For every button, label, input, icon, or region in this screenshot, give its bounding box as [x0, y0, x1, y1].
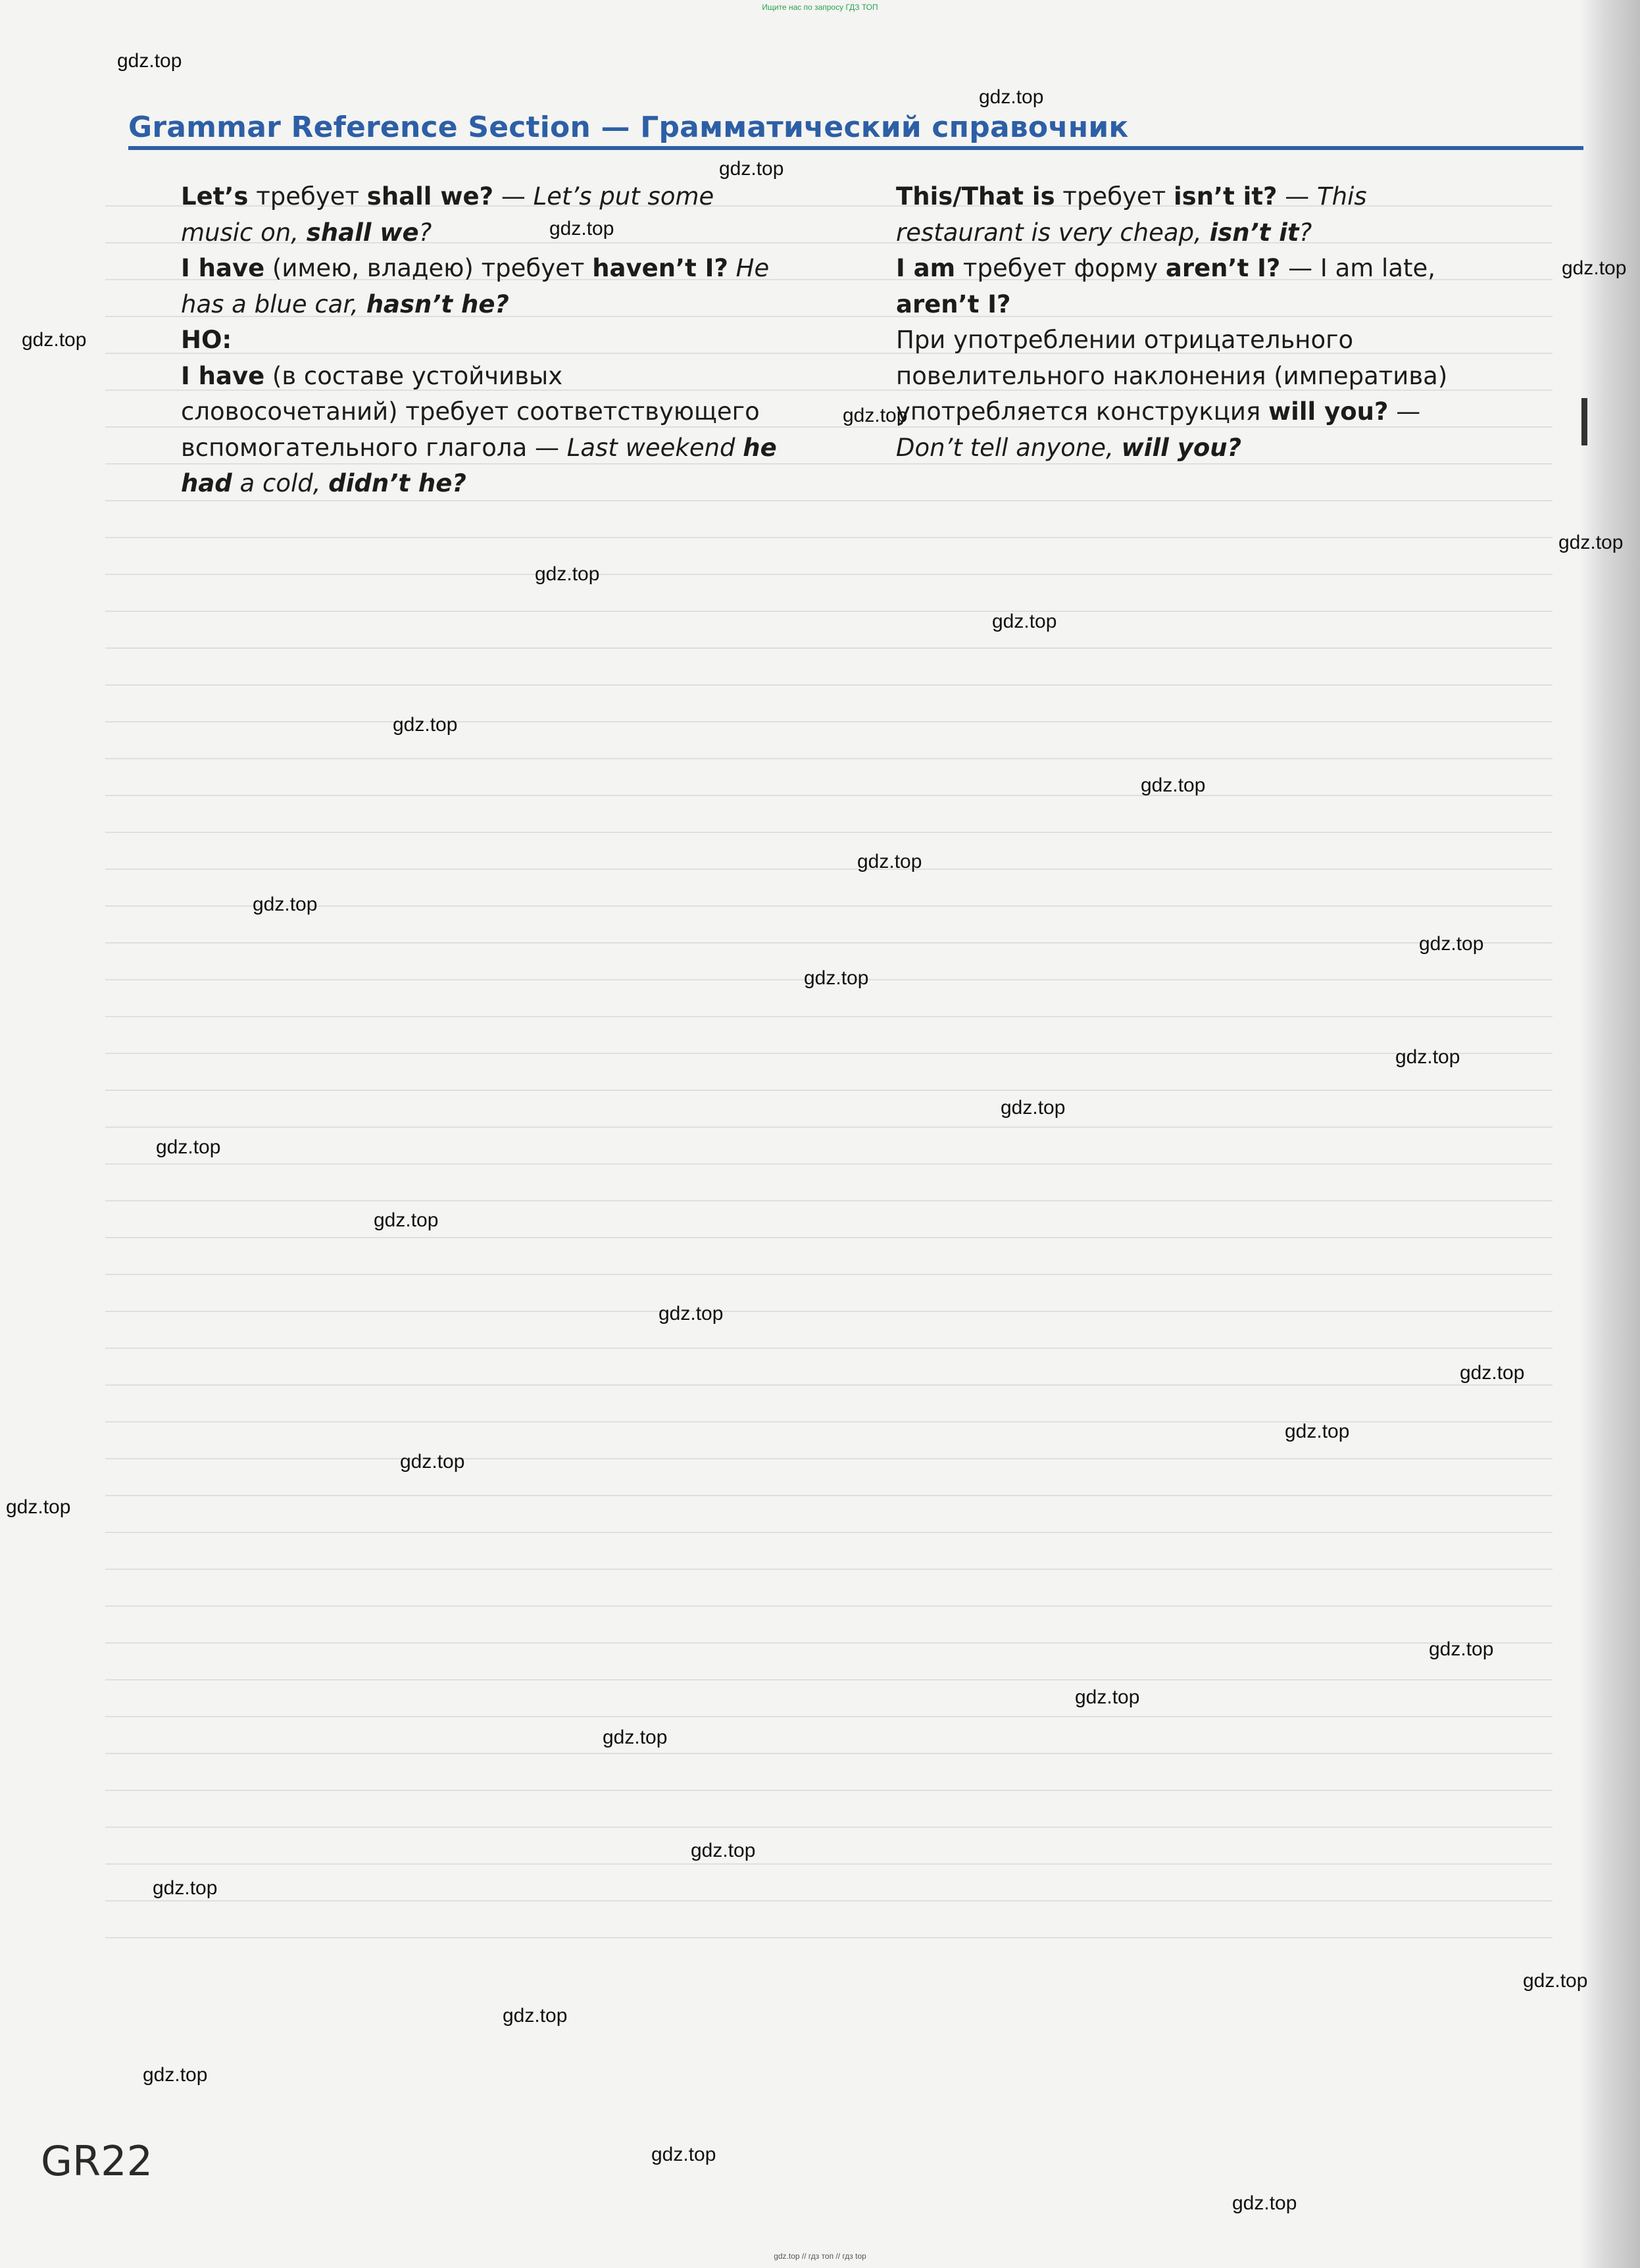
watermark: gdz.top: [549, 218, 614, 239]
keyword: aren’t I?: [896, 290, 1011, 318]
rule-imperative: [896, 322, 1491, 466]
page-number: GR22: [41, 2137, 153, 2185]
keyword: isn’t it?: [1173, 182, 1278, 211]
watermark: gdz.top: [843, 405, 908, 426]
header-rule: [128, 146, 1583, 150]
rule-lets: [181, 179, 783, 251]
watermark: gdz.top: [1523, 1970, 1588, 1992]
keyword: shall we?: [366, 182, 494, 211]
watermark: gdz.top: [393, 714, 458, 736]
bottom-note: gdz.top // гдз топ // гдз top: [774, 2252, 866, 2261]
watermark: gdz.top: [153, 1877, 218, 1899]
example-tag: hasn’t he?: [366, 290, 509, 318]
rule-note-heading: [181, 322, 783, 359]
watermark: gdz.top: [1001, 1097, 1066, 1119]
example: He has a blue car,: [181, 254, 770, 318]
watermark: gdz.top: [1558, 532, 1624, 553]
text: —: [1277, 182, 1318, 211]
watermark: gdz.top: [1141, 774, 1206, 796]
keyword: НО:: [181, 326, 232, 354]
example: ?: [418, 218, 432, 247]
rule-this-is: [896, 179, 1491, 251]
example: Don’t tell anyone,: [896, 433, 1122, 462]
right-column: [896, 179, 1491, 466]
keyword: I am: [896, 254, 956, 282]
watermark: gdz.top: [253, 894, 318, 915]
left-column: [181, 179, 783, 502]
keyword: Let’s: [181, 182, 249, 211]
text: —: [493, 182, 534, 211]
watermark: gdz.top: [1075, 1686, 1140, 1708]
text: При употреблении отрицательного повелительного наклонения (императива) употребляется конструкция: [896, 326, 1448, 426]
watermark: gdz.top: [1429, 1638, 1494, 1660]
page-title: Grammar Reference Section — Грамматический справочник: [128, 111, 1129, 144]
rule-i-have: [181, 251, 783, 322]
watermark: gdz.top: [691, 1840, 756, 1861]
watermark: gdz.top: [117, 50, 182, 72]
keyword: haven’t I?: [592, 254, 728, 282]
watermark: gdz.top: [1419, 933, 1484, 955]
text: требует: [248, 182, 367, 211]
watermark: gdz.top: [1285, 1421, 1350, 1442]
example: Last weekend: [566, 433, 743, 462]
watermark: gdz.top: [857, 851, 922, 872]
watermark: gdz.top: [992, 611, 1057, 632]
watermark: gdz.top: [374, 1209, 439, 1231]
watermark: gdz.top: [143, 2064, 208, 2086]
watermark: gdz.top: [603, 1726, 668, 1748]
text: [728, 254, 736, 282]
watermark: gdz.top: [1232, 2192, 1297, 2214]
text: требует форму: [955, 254, 1166, 282]
keyword: I have: [181, 361, 265, 390]
watermark: gdz.top: [1562, 257, 1627, 279]
text: —: [1388, 397, 1421, 426]
text: требует: [1055, 182, 1174, 211]
example: a cold,: [232, 469, 329, 497]
keyword: I have: [181, 254, 265, 282]
top-note: Ищите нас по запросу ГДЗ ТОП: [762, 3, 878, 12]
watermark: gdz.top: [535, 563, 600, 585]
keyword: This/That is: [896, 182, 1055, 211]
text: (имею, владею) требует: [264, 254, 593, 282]
keyword: aren’t I?: [1165, 254, 1281, 282]
watermark: gdz.top: [503, 2005, 568, 2027]
watermark: gdz.top: [6, 1496, 71, 1518]
watermark: gdz.top: [1460, 1362, 1525, 1384]
watermark: gdz.top: [156, 1136, 221, 1158]
watermark: gdz.top: [979, 86, 1044, 108]
example-tag: isn’t it: [1209, 218, 1299, 247]
page-edge-shadow: [1581, 0, 1640, 2268]
example-tag: shall we: [306, 218, 419, 247]
rule-i-have-idiom: [181, 359, 783, 502]
example: ?: [1299, 218, 1312, 247]
watermark: gdz.top: [1395, 1046, 1460, 1068]
example-tag: will you?: [1121, 433, 1242, 462]
text: (в составе устойчивых словосочетаний) требует соответствующего вспомогательного глагола —: [181, 361, 760, 462]
watermark: gdz.top: [719, 158, 784, 180]
example: Let’s put some music on,: [181, 182, 714, 247]
watermark: gdz.top: [804, 967, 869, 989]
margin-mark: [1581, 398, 1587, 445]
watermark: gdz.top: [22, 329, 87, 351]
watermark: gdz.top: [651, 2144, 716, 2165]
example-tag: he had: [181, 433, 777, 497]
example: This restaurant is very cheap,: [896, 182, 1367, 247]
rule-i-am: [896, 251, 1491, 322]
keyword: will you?: [1268, 397, 1389, 426]
example-tag: didn’t he?: [328, 469, 466, 497]
text: — I am late,: [1280, 254, 1436, 282]
watermark: gdz.top: [400, 1451, 465, 1473]
watermark: gdz.top: [658, 1303, 724, 1324]
